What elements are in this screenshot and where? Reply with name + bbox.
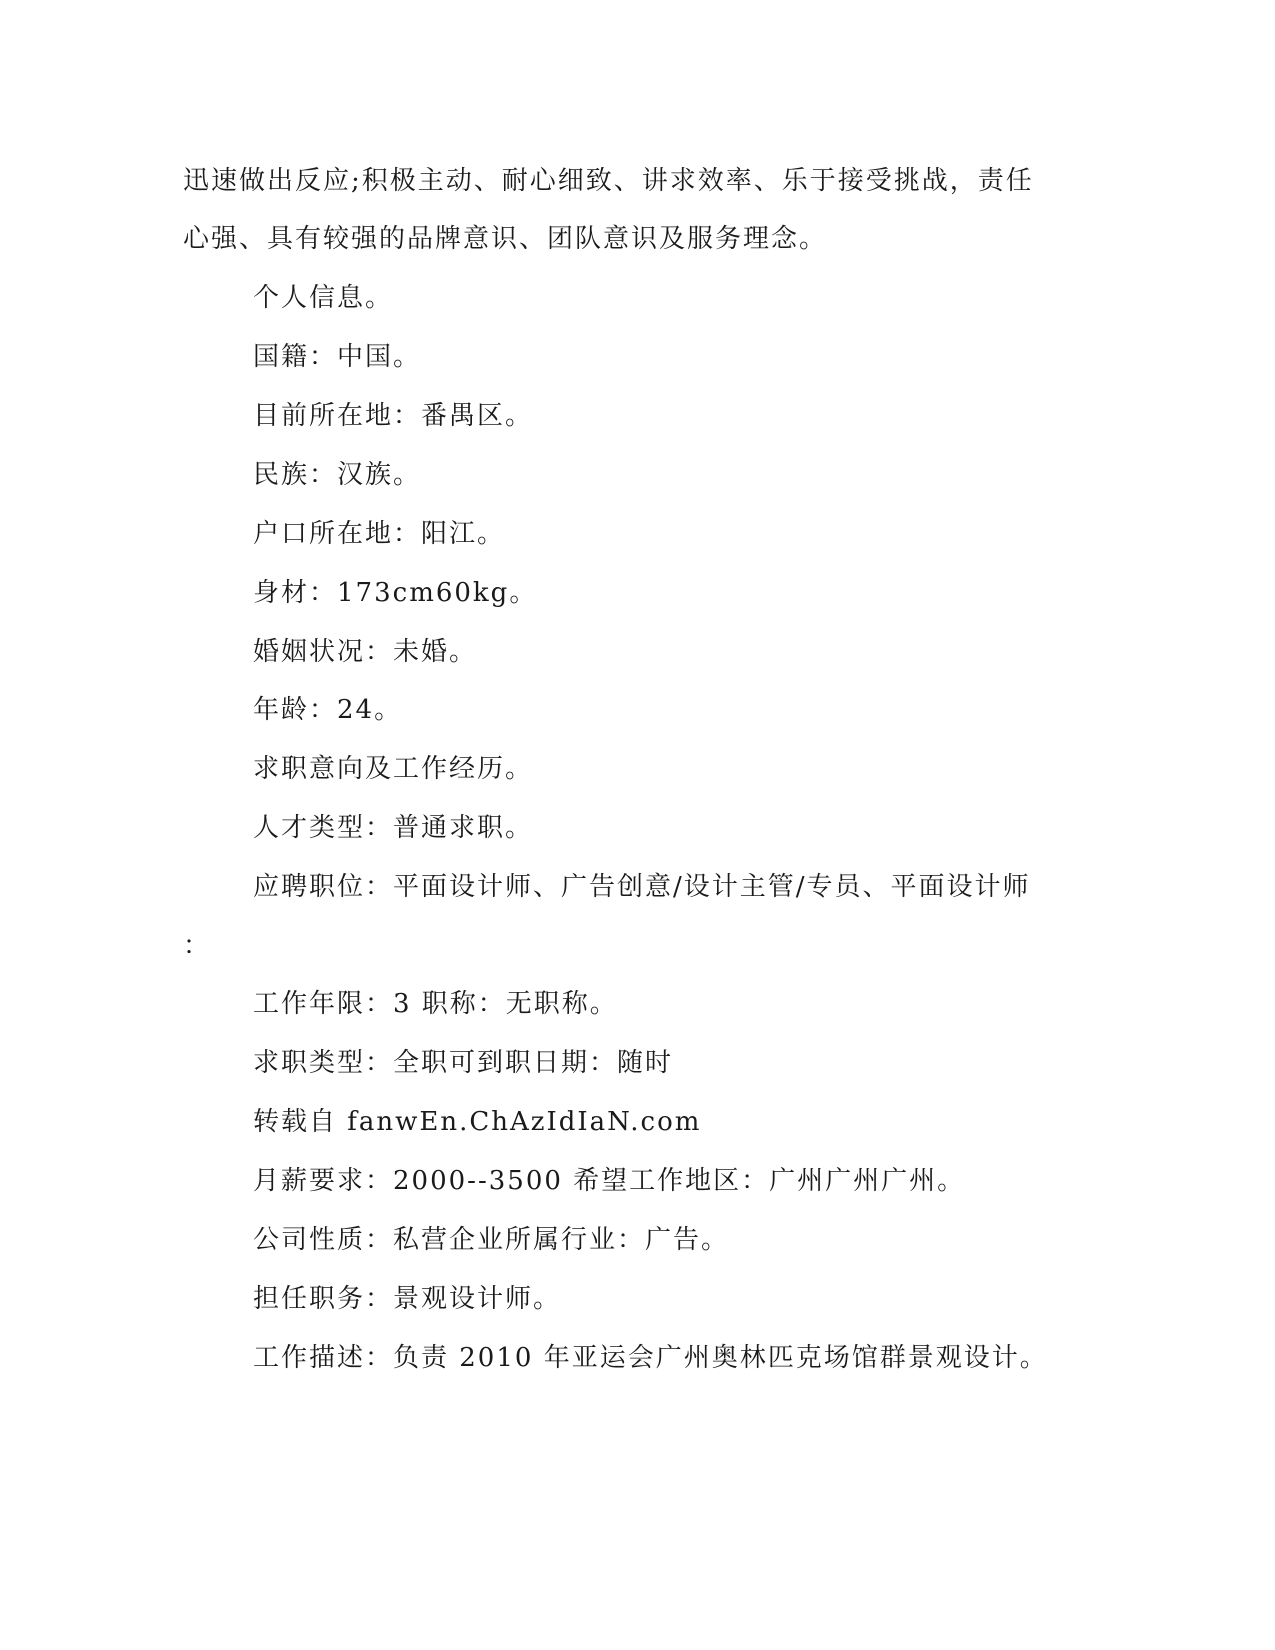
section-heading: 个人信息。 bbox=[253, 283, 394, 313]
info-line: ： bbox=[183, 931, 212, 961]
info-line: 户口所在地：阳江。 bbox=[253, 519, 506, 549]
info-line: 婚姻状况：未婚。 bbox=[253, 637, 478, 667]
info-line: 人才类型：普通求职。 bbox=[253, 813, 534, 843]
paragraph-line: 心强、具有较强的品牌意识、团队意识及服务理念。 bbox=[183, 224, 828, 254]
paragraph-line: 迅速做出反应;积极主动、耐心细致、讲求效率、乐于接受挑战，责任 bbox=[183, 166, 1034, 196]
info-line: 工作年限：3 职称：无职称。 bbox=[253, 989, 618, 1019]
info-line: 应聘职位：平面设计师、广告创意/设计主管/专员、平面设计师 bbox=[253, 872, 1031, 902]
info-line: 公司性质：私营企业所属行业：广告。 bbox=[253, 1225, 730, 1255]
info-line: 担任职务：景观设计师。 bbox=[253, 1284, 562, 1314]
info-line: 目前所在地：番禺区。 bbox=[253, 401, 534, 431]
info-line: 身材：173cm60kg。 bbox=[253, 578, 538, 608]
info-line: 年龄：24。 bbox=[253, 695, 403, 725]
info-line: 月薪要求：2000--3500 希望工作地区：广州广州广州。 bbox=[253, 1166, 966, 1196]
source-line: 转载自 fanwEn.ChAzIdIaN.com bbox=[253, 1107, 702, 1137]
info-line: 工作描述：负责 2010 年亚运会广州奥林匹克场馆群景观设计。 bbox=[253, 1343, 1048, 1373]
info-line: 求职类型：全职可到职日期：随时 bbox=[253, 1048, 674, 1078]
info-line: 民族：汉族。 bbox=[253, 460, 422, 490]
section-heading: 求职意向及工作经历。 bbox=[253, 754, 534, 784]
info-line: 国籍：中国。 bbox=[253, 342, 422, 372]
